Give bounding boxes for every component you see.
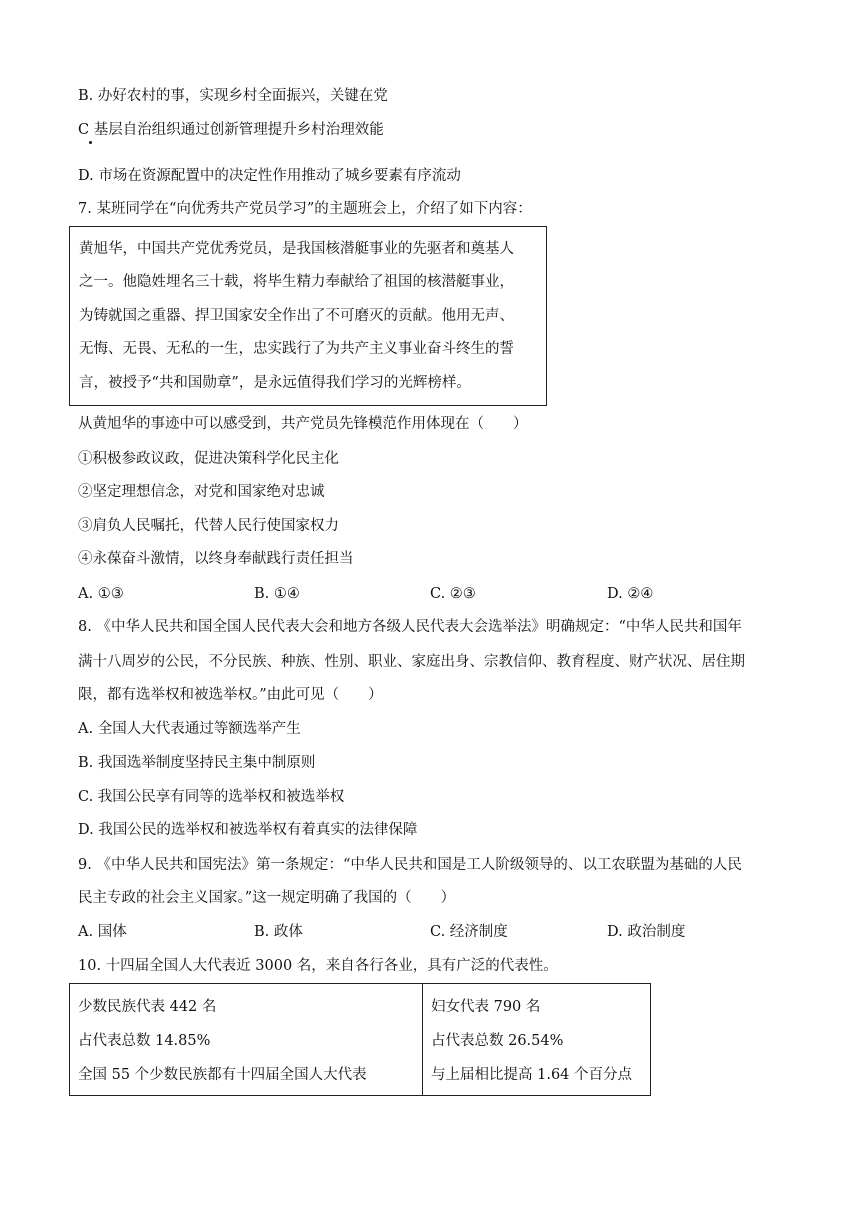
q7-stem: 7. 某班同学在“向优秀共产党员学习”的主题班会上，介绍了如下内容： (78, 201, 532, 217)
q9-option-a: A. 国体 (78, 924, 127, 940)
q7-option-d: D. ②④ (607, 586, 654, 602)
q8-option-b: B. 我国选举制度坚持民主集中制原则 (78, 755, 316, 771)
q10-right-line: 占代表总数 26.54% (431, 1033, 564, 1049)
q7-option-c: C. ②③ (430, 586, 476, 602)
q8-stem-line: 8. 《中华人民共和国全国人民代表大会和地方各级人民代表大会选举法》明确规定：“中华人民共和国年 (78, 619, 742, 635)
q7-box-line: 无悔、无畏、无私的一生，忠实践行了为共产主义事业奋斗终生的誓 (79, 341, 514, 357)
q7-question: 从黄旭华的事迹中可以感受到，共产党员先锋模范作用体现在（ ） (78, 416, 528, 432)
q7-box-line: 言，被授予“共和国勋章”，是永远值得我们学习的光辉榜样。 (79, 375, 471, 391)
q9-option-d: D. 政治制度 (607, 924, 686, 940)
q9-stem-line: 9. 《中华人民共和国宪法》第一条规定：“中华人民共和国是工人阶级领导的、以工农联盟为基础的人民 (78, 857, 742, 873)
q10-stem: 10. 十四届全国人大代表近 3000 名，来自各行各业，具有广泛的代表性。 (78, 958, 558, 974)
q7-box-line: 之一。他隐姓埋名三十载，将毕生精力奉献给了祖国的核潜艇事业， (79, 274, 514, 290)
q6-option-b: B. 办好农村的事，实现乡村全面振兴，关键在党 (78, 88, 388, 104)
q10-table-left-cell (70, 984, 423, 1096)
q7-material-box (69, 226, 547, 406)
q7-option-a: A. ①③ (78, 586, 124, 602)
q8-stem-line: 满十八周岁的公民，不分民族、种族、性别、职业、家庭出身、宗教信仰、教育程度、财产状况、居住期 (78, 654, 745, 670)
q7-statement: ①积极参政议政，促进决策科学化民主化 (78, 451, 339, 467)
q7-box-line: 为铸就国之重器、捍卫国家安全作出了不可磨灭的贡献。他用无声、 (79, 308, 514, 324)
q7-statement: ③肩负人民嘱托，代替人民行使国家权力 (78, 518, 339, 534)
stray-dot (89, 141, 92, 144)
q9-option-b: B. 政体 (254, 924, 303, 940)
q7-option-b: B. ①④ (254, 586, 300, 602)
q10-table-right-cell (423, 984, 651, 1096)
q6-option-d: D. 市场在资源配置中的决定性作用推动了城乡要素有序流动 (78, 168, 461, 184)
q9-option-c: C. 经济制度 (430, 924, 508, 940)
q10-left-line: 全国 55 个少数民族都有十四届全国人大代表 (78, 1067, 367, 1083)
q10-left-line: 少数民族代表 442 名 (78, 999, 217, 1015)
q10-table (69, 983, 651, 1096)
q6-option-c: C 基层自治组织通过创新管理提升乡村治理效能 (78, 122, 384, 138)
q7-statement: ②坚定理想信念，对党和国家绝对忠诚 (78, 484, 325, 500)
q8-option-d: D. 我国公民的选举权和被选举权有着真实的法律保障 (78, 822, 418, 838)
q10-right-line: 与上届相比提高 1.64 个百分点 (431, 1067, 633, 1083)
q9-stem-line: 民主专政的社会主义国家。”这一规定明确了我国的（ ） (78, 890, 456, 906)
q10-right-line: 妇女代表 790 名 (431, 999, 541, 1015)
q7-statement: ④永葆奋斗激情，以终身奉献践行责任担当 (78, 551, 354, 567)
q10-left-line: 占代表总数 14.85% (78, 1033, 211, 1049)
q8-option-c: C. 我国公民享有同等的选举权和被选举权 (78, 789, 345, 805)
q8-stem-line: 限，都有选举权和被选举权。”由此可见（ ） (78, 687, 383, 703)
q7-box-line: 黄旭华，中国共产党优秀党员，是我国核潜艇事业的先驱者和奠基人 (79, 241, 514, 257)
q8-option-a: A. 全国人大代表通过等额选举产生 (78, 721, 301, 737)
